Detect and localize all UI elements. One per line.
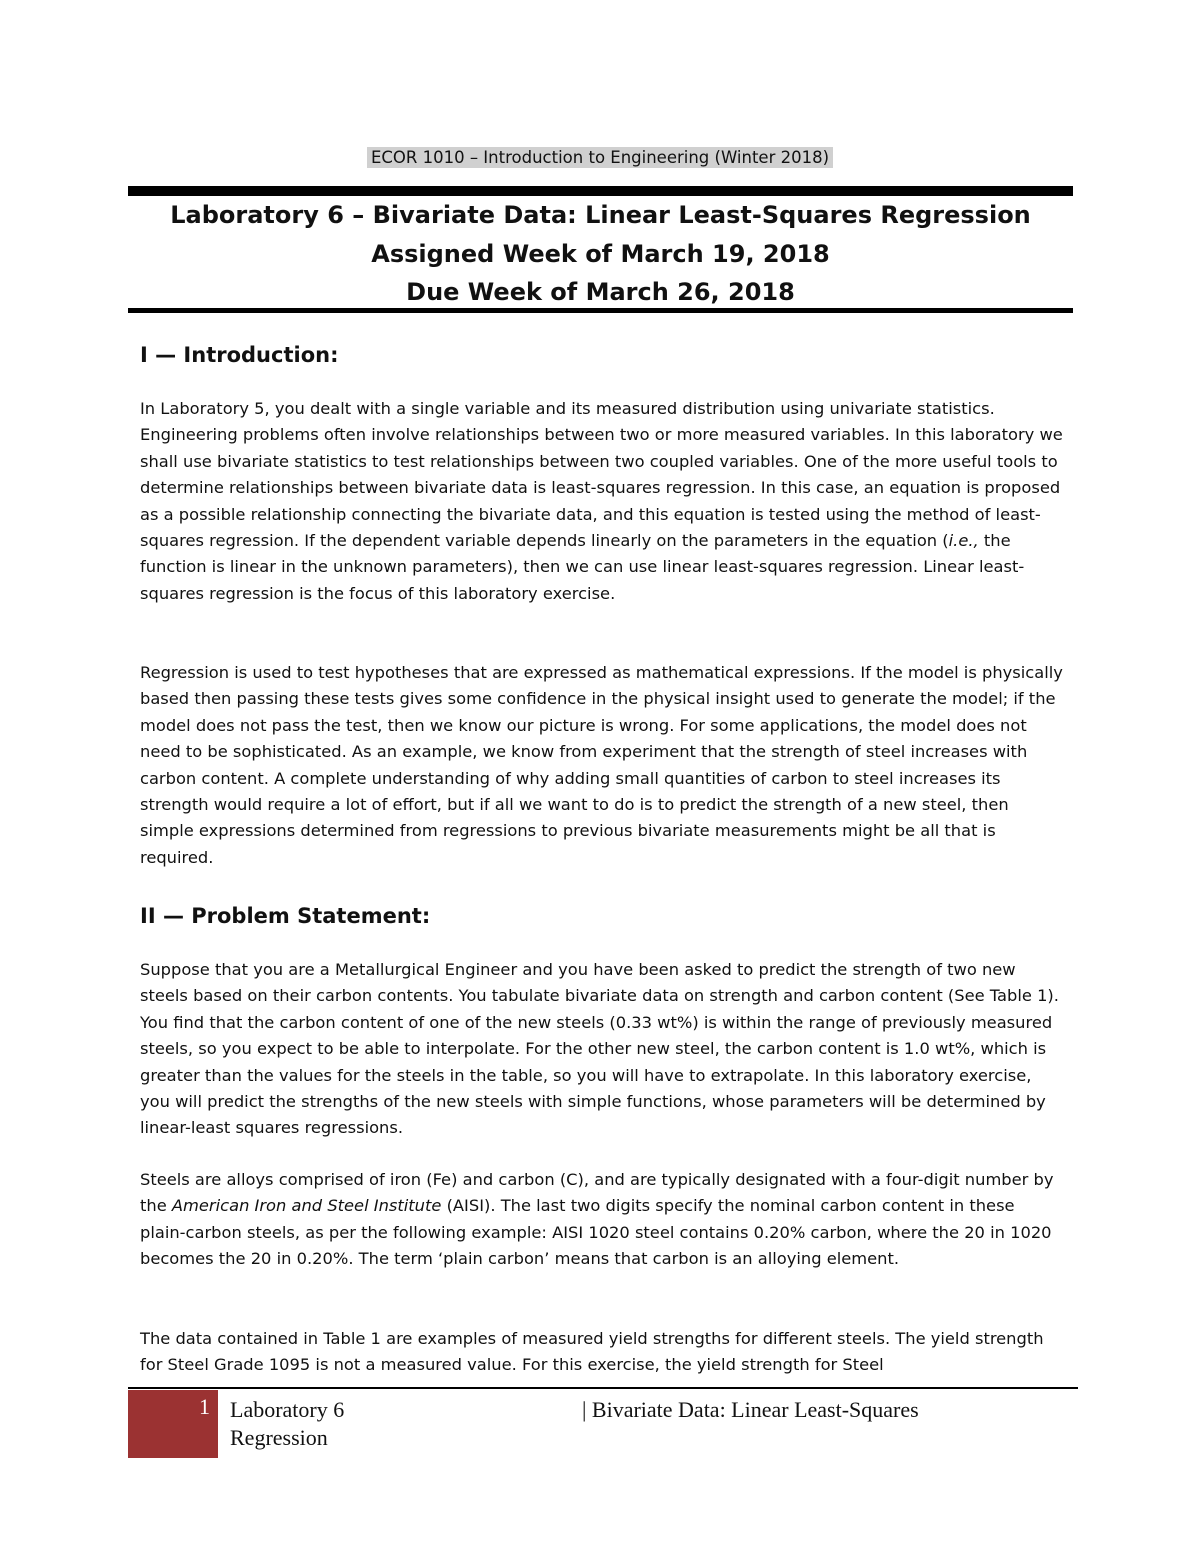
intro-paragraph-2: Regression is used to test hypotheses that are expressed as mathematical expressions. If the model is physically based then passing these tests gives some confidence in the physical insight used to generate the model; if the model does not pass the test, then we know our picture is wrong. For some applications, the model does not need to be sophisticated. As an example, we know from experiment that the strength of steel increases with carbon content. A complete understanding of why adding small quantities of carbon to steel increases its strength would require a lot of effort, but if all we want to do is to predict the strength of a new steel, then simple expressions determined from regressions to previous bivariate measurements might be all that is required. xyxy=(140,663,1063,867)
top-rule xyxy=(128,186,1073,196)
problem-p2-part-a: Steels are alloys comprised of iron (Fe) and carbon (C), and are typically designated with a four-digit number by the xyxy=(140,1170,1054,1216)
intro-p1-part-b: the function is linear in the unknown parameters), then we can use linear least-squares regression. Linear least-squares regression is the focus of this laboratory exercise. xyxy=(140,531,1025,603)
problem-p2-part-b: (AISI). The last two digits specify the nominal carbon content in these plain-carbon steels, as per the following example: AISI 1020 steel contains 0.20% carbon, where the 20 in 1020 becomes the 20 in 0.20%. The term ‘plain carbon’ means that carbon is an alloying element. xyxy=(140,1196,1052,1269)
intro-heading: I — Introduction: xyxy=(140,343,339,367)
intro-p1-ie: i.e., xyxy=(948,531,979,551)
running-header xyxy=(0,145,1200,171)
intro-p1-part-a: In Laboratory 5, you dealt with a single variable and its measured distribution using univariate statistics. Engineering problems often involve relationships between two or more measured variables. In this laboratory we shall use bivariate statistics to test relationships between two coupled variables. One of the more useful tools to determine relationships between bivariate data is least-squares regression. In this case, an equation is proposed as a possible relationship connecting the bivariate data, and this equation is tested using the method of least-squares regression. If the dependent variable depends linearly on the parameters in the equation ( xyxy=(140,399,1063,551)
problem-paragraph-1: Suppose that you are a Metallurgical Engineer and you have been asked to predict the strength of two new steels based on their carbon contents. You tabulate bivariate data on strength and carbon content (See Table 1). You find that the carbon content of one of the new steels (0.33 wt%) is within the range of previously measured steels, so you expect to be able to interpolate. For the other new steel, the carbon content is 1.0 wt%, which is greater than the values for the steels in the table, so you will have to extrapolate. In this laboratory exercise, you will predict the strengths of the new steels with simple functions, whose parameters will be determined by linear-least squares regressions. xyxy=(140,960,1059,1138)
course-title: ECOR 1010 – Introduction to Engineering (Winter 2018) xyxy=(367,147,833,168)
intro-paragraph-1 xyxy=(140,396,1065,607)
title-rule xyxy=(128,308,1073,313)
aisi-name: American Iron and Steel Institute xyxy=(171,1196,442,1216)
assigned-date: Assigned Week of March 19, 2018 xyxy=(371,239,830,268)
footer-left xyxy=(230,1396,344,1452)
problem-heading: II — Problem Statement: xyxy=(140,904,431,928)
lab-title: Laboratory 6 – Bivariate Data: Linear Least-Squares Regression xyxy=(170,201,1031,229)
footer-rule xyxy=(128,1387,1078,1389)
problem-paragraph-2 xyxy=(140,1167,1065,1273)
page-number: 1 xyxy=(128,1390,218,1458)
footer-right: | Bivariate Data: Linear Least-Squares xyxy=(582,1397,919,1422)
footer-left-line2: Regression xyxy=(230,1425,328,1450)
problem-paragraph-3: The data contained in Table 1 are examples of measured yield strengths for different steels. The yield strength for Steel Grade 1095 is not a measured value. For this exercise, the yield strength for Steel xyxy=(140,1329,1044,1375)
title-block xyxy=(128,196,1073,312)
due-date: Due Week of March 26, 2018 xyxy=(406,278,795,306)
footer-left-line1: Laboratory 6 xyxy=(230,1397,345,1422)
